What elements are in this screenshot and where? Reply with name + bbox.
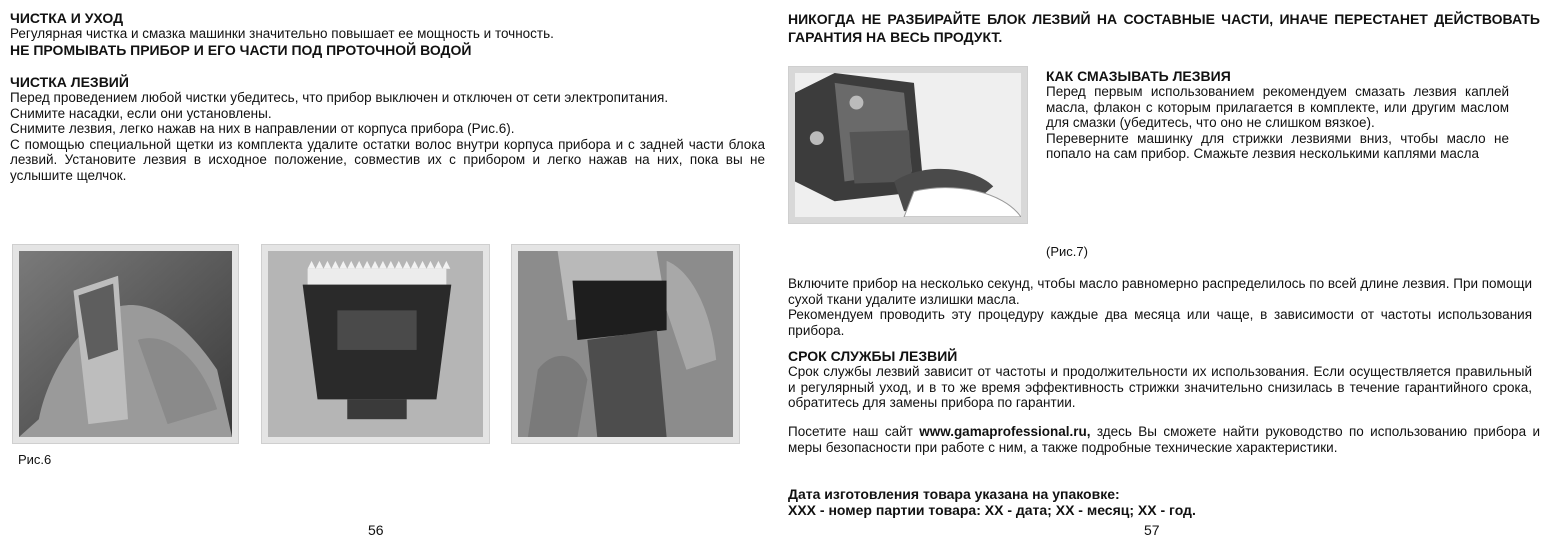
life-paragraph: Срок службы лезвий зависит от частоты и продолжительности их использования. Если осуществляется правильный и регулярный уход, и в то же время эффективность стрижки значительно снизилась в течение гарантийного срока, обратитесь для замены прибора по гарантии. xyxy=(788,364,1532,410)
website-paragraph xyxy=(788,424,1540,455)
warning-no-disassembly: НИКОГДА НЕ РАЗБИРАЙТЕ БЛОК ЛЕЗВИЙ НА СОСТАВНЫЕ ЧАСТИ, ИНАЧЕ ПЕРЕСТАНЕТ ДЕЙСТВОВАТЬ ГАРАНТИЯ НА ВЕСЬ ПРОДУКТ. xyxy=(788,11,1540,45)
date-line-2: XXX - номер партии товара: XX - дата; XX - месяц; XX - год. xyxy=(788,502,1196,518)
care-section xyxy=(10,10,765,58)
run-section xyxy=(788,276,1532,338)
blades-paragraph-1: Перед проведением любой чистки убедитесь, что прибор выключен и отключен от сети электропитания. xyxy=(10,90,669,105)
blade-life-section xyxy=(788,348,1532,411)
fig6-caption: Рис.6 xyxy=(18,452,52,467)
website-pre: Посетите наш сайт xyxy=(788,424,920,439)
page-number-56: 56 xyxy=(368,522,384,538)
oil-title: КАК СМАЗЫВАТЬ ЛЕЗВИЯ xyxy=(1046,68,1231,84)
disassembly-warning xyxy=(788,10,1540,46)
photo-hand-holding-clipper xyxy=(12,244,239,444)
care-text: Регулярная чистка и смазка машинки значительно повышает ее мощность и точность. xyxy=(10,26,554,41)
oil-paragraph-2: Переверните машинку для стрижки лезвиями вниз, чтобы масло не попало на сам прибор. Смажьте лезвия несколькими каплями масла xyxy=(1046,130,1509,161)
blades-paragraph-3: Снимите лезвия, легко нажав на них в направлении от корпуса прибора (Рис.6). xyxy=(10,121,515,136)
photo-removing-blades xyxy=(511,244,740,444)
photo-blade-block xyxy=(261,244,490,444)
run-paragraph-2: Рекомендуем проводить эту процедуру каждые два месяца или чаще, в зависимости от частоты использования прибора. xyxy=(788,307,1532,338)
website-section xyxy=(788,424,1540,455)
blades-title: ЧИСТКА ЛЕЗВИЙ xyxy=(10,74,129,90)
left-page xyxy=(0,0,775,546)
oiling-section xyxy=(1046,68,1509,162)
page-number-57: 57 xyxy=(1144,522,1160,538)
right-page xyxy=(776,0,1551,546)
blades-paragraph-4: С помощью специальной щетки из комплекта удалите остатки волос внутри корпуса прибора и с задней части блока лезвий. Установите лезвия в исходное положение, совместив их с прибором и легко нажав на них, пока вы не услышите щелчок. xyxy=(10,136,765,183)
fig7-caption: (Рис.7) xyxy=(1046,244,1088,259)
blades-paragraph-2: Снимите насадки, если они установлены. xyxy=(10,105,272,121)
life-title: СРОК СЛУЖБЫ ЛЕЗВИЙ xyxy=(788,348,958,364)
website-post: здесь Вы сможете найти руководство по использованию прибора и меры безопасности при работе с ним, а также подробные технические характеристики. xyxy=(788,424,1540,455)
blades-cleaning-section xyxy=(10,74,765,183)
photo-oiling-blades xyxy=(788,66,1028,224)
date-line-1: Дата изготовления товара указана на упаковке: xyxy=(788,486,1120,502)
website-link[interactable]: www.gamaprofessional.ru, xyxy=(919,424,1091,439)
warning-no-water: НЕ ПРОМЫВАТЬ ПРИБОР И ЕГО ЧАСТИ ПОД ПРОТОЧНОЙ ВОДОЙ xyxy=(10,41,472,58)
manufacture-date-section xyxy=(788,486,1540,518)
run-paragraph-1: Включите прибор на несколько секунд, чтобы масло равномерно распределилось по всей длине лезвия. При помощи сухой ткани удалите излишки масла. xyxy=(788,276,1532,307)
oil-paragraph-1: Перед первым использованием рекомендуем смазать лезвия каплей масла, флакон с которым прилагается в комплекте, или другим маслом для смазки (убедитесь, что оно не слишком вязкое). xyxy=(1046,84,1509,130)
care-title: ЧИСТКА И УХОД xyxy=(10,10,124,26)
